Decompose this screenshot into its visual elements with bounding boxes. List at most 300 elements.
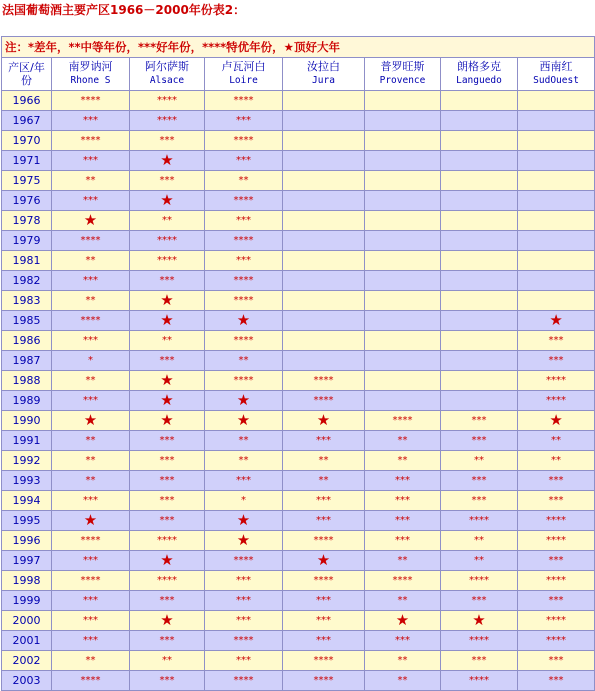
rating-value: ** bbox=[162, 654, 172, 666]
rating-value: ** bbox=[474, 554, 484, 566]
rating-value: **** bbox=[233, 634, 254, 646]
region-name-zh: 西南红 bbox=[539, 60, 573, 73]
rating-cell bbox=[518, 491, 595, 511]
year-cell: 1996 bbox=[2, 531, 52, 551]
rating-value: ** bbox=[238, 454, 249, 466]
rating-value: *** bbox=[471, 414, 487, 426]
rating-cell bbox=[441, 191, 518, 211]
rating-cell bbox=[441, 671, 518, 691]
rating-cell bbox=[518, 511, 595, 531]
rating-cell bbox=[130, 411, 205, 431]
year-cell: 1998 bbox=[2, 571, 52, 591]
rating-value: *** bbox=[83, 394, 98, 406]
rating-value: ** bbox=[85, 254, 96, 266]
rating-cell bbox=[441, 131, 518, 151]
rating-cell bbox=[441, 551, 518, 571]
table-row bbox=[2, 431, 595, 451]
rating-cell bbox=[365, 391, 441, 411]
table-row bbox=[2, 391, 595, 411]
rating-cell bbox=[518, 431, 595, 451]
rating-cell bbox=[52, 391, 130, 411]
rating-cell bbox=[205, 211, 283, 231]
rating-cell bbox=[205, 491, 283, 511]
region-header bbox=[365, 58, 441, 91]
year-cell: 1981 bbox=[2, 251, 52, 271]
rating-value: *** bbox=[548, 654, 564, 666]
rating-value: ** bbox=[85, 374, 96, 386]
rating-cell bbox=[52, 211, 130, 231]
year-cell: 1986 bbox=[2, 331, 52, 351]
rating-cell bbox=[130, 391, 205, 411]
region-name-en: Rhone S bbox=[70, 75, 111, 86]
rating-cell bbox=[52, 151, 130, 171]
rating-cell bbox=[518, 391, 595, 411]
rating-cell bbox=[365, 191, 441, 211]
star-icon: ★ bbox=[160, 290, 174, 309]
rating-cell bbox=[441, 571, 518, 591]
rating-cell bbox=[52, 171, 130, 191]
rating-cell bbox=[365, 451, 441, 471]
rating-cell bbox=[518, 571, 595, 591]
rating-legend-note: 注：*差年，**中等年份，***好年份，****特优年份，★顶好大年 bbox=[2, 37, 595, 58]
rating-cell bbox=[518, 471, 595, 491]
rating-value: **** bbox=[157, 534, 177, 546]
year-cell: 1979 bbox=[2, 231, 52, 251]
rating-value: *** bbox=[236, 154, 251, 166]
rating-cell bbox=[518, 451, 595, 471]
rating-value: **** bbox=[233, 274, 254, 286]
year-cell: 1991 bbox=[2, 431, 52, 451]
rating-value: **** bbox=[233, 674, 254, 686]
rating-value: **** bbox=[546, 374, 567, 386]
rating-value: ** bbox=[85, 434, 96, 446]
rating-cell bbox=[365, 251, 441, 271]
rating-cell bbox=[441, 491, 518, 511]
rating-value: *** bbox=[236, 114, 251, 126]
rating-cell bbox=[130, 291, 205, 311]
rating-value: ** bbox=[238, 174, 249, 186]
star-icon: ★ bbox=[236, 510, 251, 529]
rating-cell bbox=[441, 411, 518, 431]
rating-cell bbox=[365, 471, 441, 491]
rating-cell bbox=[441, 171, 518, 191]
rating-value: *** bbox=[548, 554, 564, 566]
rating-cell bbox=[130, 531, 205, 551]
table-row bbox=[2, 511, 595, 531]
rating-cell bbox=[52, 431, 130, 451]
rating-cell bbox=[518, 231, 595, 251]
rating-cell bbox=[283, 311, 365, 331]
rating-cell bbox=[283, 471, 365, 491]
rating-cell bbox=[130, 331, 205, 351]
rating-cell bbox=[283, 191, 365, 211]
rating-cell bbox=[130, 451, 205, 471]
rating-cell bbox=[365, 291, 441, 311]
rating-value: **** bbox=[80, 314, 101, 326]
rating-value: *** bbox=[236, 594, 251, 606]
rating-cell bbox=[283, 551, 365, 571]
rating-cell bbox=[283, 131, 365, 151]
rating-cell bbox=[365, 631, 441, 651]
table-row bbox=[2, 551, 595, 571]
rating-cell bbox=[205, 531, 283, 551]
rating-value: *** bbox=[236, 474, 251, 486]
rating-value: *** bbox=[471, 474, 487, 486]
rating-value: **** bbox=[392, 414, 413, 426]
rating-value: *** bbox=[236, 214, 251, 226]
rating-cell bbox=[283, 111, 365, 131]
rating-value: *** bbox=[395, 634, 410, 646]
star-icon: ★ bbox=[236, 410, 251, 429]
rating-cell bbox=[441, 351, 518, 371]
star-icon: ★ bbox=[160, 310, 174, 329]
year-cell: 1985 bbox=[2, 311, 52, 331]
year-cell: 1997 bbox=[2, 551, 52, 571]
rating-cell bbox=[365, 131, 441, 151]
rating-value: *** bbox=[83, 194, 98, 206]
rating-value: *** bbox=[159, 274, 175, 286]
rating-value: *** bbox=[159, 434, 175, 446]
rating-cell bbox=[441, 651, 518, 671]
table-row bbox=[2, 211, 595, 231]
rating-cell bbox=[130, 171, 205, 191]
rating-cell bbox=[52, 231, 130, 251]
star-icon: ★ bbox=[160, 410, 174, 429]
rating-value: **** bbox=[80, 534, 101, 546]
rating-cell bbox=[283, 151, 365, 171]
table-row bbox=[2, 191, 595, 211]
star-icon: ★ bbox=[236, 390, 251, 409]
rating-cell bbox=[205, 251, 283, 271]
rating-value: *** bbox=[316, 494, 331, 506]
vintage-table bbox=[1, 36, 595, 691]
rating-value: *** bbox=[83, 114, 98, 126]
region-name-en: Jura bbox=[312, 75, 335, 86]
year-cell: 1995 bbox=[2, 511, 52, 531]
rating-cell bbox=[205, 331, 283, 351]
rating-cell bbox=[518, 131, 595, 151]
region-header bbox=[130, 58, 205, 91]
rating-value: *** bbox=[236, 614, 251, 626]
rating-value: **** bbox=[233, 294, 254, 306]
rating-cell bbox=[205, 271, 283, 291]
rating-cell bbox=[283, 371, 365, 391]
rating-cell bbox=[365, 151, 441, 171]
rating-cell bbox=[130, 431, 205, 451]
rating-value: **** bbox=[313, 534, 334, 546]
rating-cell bbox=[518, 631, 595, 651]
rating-cell bbox=[441, 231, 518, 251]
table-row bbox=[2, 231, 595, 251]
table-row bbox=[2, 411, 595, 431]
year-cell: 1978 bbox=[2, 211, 52, 231]
rating-cell bbox=[205, 311, 283, 331]
rating-cell bbox=[52, 91, 130, 111]
rating-value: ** bbox=[85, 654, 96, 666]
rating-cell bbox=[441, 431, 518, 451]
rating-cell bbox=[130, 91, 205, 111]
rating-cell bbox=[130, 271, 205, 291]
rating-value: *** bbox=[395, 514, 410, 526]
rating-value: **** bbox=[233, 554, 254, 566]
rating-cell bbox=[441, 471, 518, 491]
rating-cell bbox=[518, 291, 595, 311]
rating-cell bbox=[52, 411, 130, 431]
table-row bbox=[2, 611, 595, 631]
rating-cell bbox=[130, 551, 205, 571]
rating-cell bbox=[205, 631, 283, 651]
rating-cell bbox=[130, 631, 205, 651]
rating-cell bbox=[518, 271, 595, 291]
rating-value: *** bbox=[471, 654, 487, 666]
rating-value: **** bbox=[80, 134, 101, 146]
rating-value: *** bbox=[548, 474, 564, 486]
rating-value: *** bbox=[159, 354, 175, 366]
table-row bbox=[2, 631, 595, 651]
rating-cell bbox=[130, 571, 205, 591]
rating-value: ** bbox=[318, 474, 329, 486]
rating-value: *** bbox=[316, 514, 331, 526]
region-name-zh: 普罗旺斯 bbox=[380, 60, 425, 73]
rating-cell bbox=[518, 371, 595, 391]
rating-value: **** bbox=[233, 234, 254, 246]
rating-cell bbox=[52, 631, 130, 651]
rating-value: *** bbox=[83, 614, 98, 626]
rating-cell bbox=[365, 171, 441, 191]
rating-cell bbox=[518, 651, 595, 671]
rating-value: *** bbox=[548, 594, 564, 606]
star-icon: ★ bbox=[160, 190, 174, 209]
rating-value: **** bbox=[233, 94, 254, 106]
rating-cell bbox=[130, 371, 205, 391]
rating-cell bbox=[130, 211, 205, 231]
rating-cell bbox=[52, 491, 130, 511]
rating-value: **** bbox=[80, 574, 101, 586]
star-icon: ★ bbox=[236, 310, 251, 329]
year-cell: 1983 bbox=[2, 291, 52, 311]
rating-cell bbox=[130, 311, 205, 331]
rating-value: **** bbox=[233, 334, 254, 346]
star-icon: ★ bbox=[160, 370, 174, 389]
rating-cell bbox=[283, 571, 365, 591]
rating-value: ** bbox=[85, 294, 96, 306]
rating-cell bbox=[441, 251, 518, 271]
rating-cell bbox=[52, 471, 130, 491]
rating-cell bbox=[130, 651, 205, 671]
rating-cell bbox=[130, 591, 205, 611]
region-header bbox=[518, 58, 595, 91]
rating-value: **** bbox=[80, 94, 101, 106]
rating-value: **** bbox=[313, 394, 334, 406]
rating-value: * bbox=[241, 494, 246, 506]
rating-cell bbox=[52, 451, 130, 471]
star-icon: ★ bbox=[472, 610, 486, 629]
rating-cell bbox=[365, 571, 441, 591]
rating-value: ** bbox=[551, 434, 562, 446]
year-cell: 2001 bbox=[2, 631, 52, 651]
rating-cell bbox=[365, 431, 441, 451]
star-icon: ★ bbox=[83, 210, 98, 229]
rating-cell bbox=[365, 511, 441, 531]
year-cell: 1975 bbox=[2, 171, 52, 191]
rating-cell bbox=[130, 191, 205, 211]
table-row bbox=[2, 251, 595, 271]
region-name-zh: 朗格多克 bbox=[457, 60, 501, 73]
table-row bbox=[2, 491, 595, 511]
rating-value: *** bbox=[159, 514, 175, 526]
star-icon: ★ bbox=[160, 610, 174, 629]
rating-cell bbox=[205, 671, 283, 691]
rating-cell bbox=[518, 551, 595, 571]
rating-value: **** bbox=[157, 234, 177, 246]
rating-value: *** bbox=[159, 634, 175, 646]
rating-cell bbox=[52, 371, 130, 391]
year-cell: 1989 bbox=[2, 391, 52, 411]
rating-value: **** bbox=[546, 394, 567, 406]
rating-cell bbox=[441, 211, 518, 231]
rating-cell bbox=[518, 251, 595, 271]
rating-value: **** bbox=[469, 514, 489, 526]
rating-value: *** bbox=[159, 174, 175, 186]
rating-cell bbox=[283, 631, 365, 651]
rating-value: ** bbox=[397, 554, 408, 566]
rating-cell bbox=[283, 211, 365, 231]
rating-cell bbox=[518, 111, 595, 131]
rating-cell bbox=[205, 391, 283, 411]
rating-value: *** bbox=[548, 354, 564, 366]
rating-cell bbox=[518, 351, 595, 371]
rating-cell bbox=[283, 231, 365, 251]
rating-cell bbox=[518, 211, 595, 231]
rating-value: *** bbox=[236, 654, 251, 666]
rating-value: ** bbox=[551, 454, 562, 466]
region-name-zh: 阿尔萨斯 bbox=[145, 60, 189, 73]
region-header bbox=[283, 58, 365, 91]
rating-cell bbox=[283, 451, 365, 471]
rating-cell bbox=[365, 331, 441, 351]
rating-value: **** bbox=[469, 674, 489, 686]
rating-cell bbox=[130, 111, 205, 131]
rating-value: *** bbox=[83, 634, 98, 646]
table-row bbox=[2, 291, 595, 311]
star-icon: ★ bbox=[236, 530, 251, 549]
rating-cell bbox=[130, 491, 205, 511]
year-cell: 1967 bbox=[2, 111, 52, 131]
rating-cell bbox=[365, 411, 441, 431]
rating-value: *** bbox=[83, 594, 98, 606]
rating-value: *** bbox=[471, 434, 487, 446]
rating-cell bbox=[365, 111, 441, 131]
rating-value: ** bbox=[397, 454, 408, 466]
rating-cell bbox=[365, 611, 441, 631]
rating-value: ** bbox=[85, 174, 96, 186]
rating-cell bbox=[518, 171, 595, 191]
region-name-en: Loire bbox=[229, 75, 258, 86]
rating-cell bbox=[283, 331, 365, 351]
rating-cell bbox=[130, 671, 205, 691]
rating-value: ** bbox=[238, 434, 249, 446]
rating-value: *** bbox=[548, 494, 564, 506]
rating-cell bbox=[52, 611, 130, 631]
table-row bbox=[2, 371, 595, 391]
rating-value: **** bbox=[233, 134, 254, 146]
rating-value: *** bbox=[395, 474, 410, 486]
rating-cell bbox=[518, 611, 595, 631]
rating-cell bbox=[441, 291, 518, 311]
rating-cell bbox=[130, 251, 205, 271]
rating-value: *** bbox=[83, 274, 98, 286]
table-row bbox=[2, 531, 595, 551]
star-icon: ★ bbox=[549, 310, 563, 329]
rating-value: **** bbox=[392, 574, 413, 586]
rating-value: *** bbox=[395, 494, 410, 506]
rating-value: **** bbox=[313, 374, 334, 386]
rating-cell bbox=[130, 511, 205, 531]
rating-cell bbox=[441, 391, 518, 411]
rating-cell bbox=[365, 551, 441, 571]
rating-value: *** bbox=[316, 614, 331, 626]
rating-cell bbox=[365, 591, 441, 611]
year-cell: 1999 bbox=[2, 591, 52, 611]
rating-value: *** bbox=[159, 134, 175, 146]
rating-cell bbox=[52, 251, 130, 271]
rating-cell bbox=[518, 591, 595, 611]
rating-value: **** bbox=[546, 514, 567, 526]
star-icon: ★ bbox=[83, 410, 98, 429]
rating-cell bbox=[441, 271, 518, 291]
rating-value: **** bbox=[157, 114, 177, 126]
rating-cell bbox=[365, 211, 441, 231]
region-header bbox=[205, 58, 283, 91]
star-icon: ★ bbox=[395, 610, 410, 629]
region-name-en: Provence bbox=[379, 75, 426, 86]
rating-cell bbox=[283, 431, 365, 451]
rating-cell bbox=[52, 111, 130, 131]
rating-cell bbox=[441, 331, 518, 351]
rating-value: ** bbox=[85, 454, 96, 466]
rating-value: *** bbox=[548, 334, 564, 346]
region-header bbox=[441, 58, 518, 91]
rating-cell bbox=[441, 611, 518, 631]
rating-cell bbox=[365, 311, 441, 331]
rating-value: *** bbox=[159, 594, 175, 606]
rating-cell bbox=[283, 91, 365, 111]
rating-value: **** bbox=[546, 534, 567, 546]
rating-cell bbox=[205, 411, 283, 431]
region-name-zh: 卢瓦河白 bbox=[221, 60, 266, 73]
rating-cell bbox=[518, 91, 595, 111]
year-cell: 1982 bbox=[2, 271, 52, 291]
rating-cell bbox=[205, 591, 283, 611]
year-cell: 2000 bbox=[2, 611, 52, 631]
rating-cell bbox=[441, 311, 518, 331]
rating-value: *** bbox=[159, 674, 175, 686]
year-cell: 1976 bbox=[2, 191, 52, 211]
rating-value: *** bbox=[471, 594, 487, 606]
rating-cell bbox=[283, 491, 365, 511]
rating-value: *** bbox=[395, 534, 410, 546]
year-cell: 1987 bbox=[2, 351, 52, 371]
rating-value: *** bbox=[316, 594, 331, 606]
year-cell: 1994 bbox=[2, 491, 52, 511]
table-row bbox=[2, 111, 595, 131]
region-name-en: Languedo bbox=[456, 75, 502, 86]
rating-cell bbox=[205, 511, 283, 531]
star-icon: ★ bbox=[316, 410, 331, 429]
rating-cell bbox=[283, 391, 365, 411]
rating-cell bbox=[283, 511, 365, 531]
rating-cell bbox=[283, 671, 365, 691]
